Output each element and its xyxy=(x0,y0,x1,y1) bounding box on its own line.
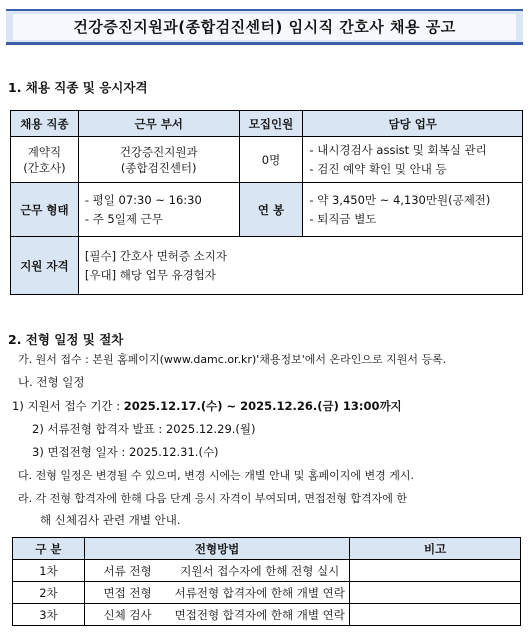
schedule-step-2: 2) 서류전형 합격자 발표 : 2025.12.29.(월) xyxy=(32,422,256,436)
schedule-step-1 xyxy=(12,398,402,414)
work-type-cell xyxy=(78,183,239,237)
step1-date: 2025.12.17.(수) ~ 2025.12.26.(금) 13:00까지 xyxy=(123,399,402,413)
method-cell: 신체 검사 xyxy=(84,604,170,626)
work-line: - 주 5일제 근무 xyxy=(84,211,163,226)
department-line: 건강증진지원과 xyxy=(119,144,198,159)
method-desc-cell: 지원서 접수자에 한해 전형 실시 xyxy=(170,560,350,582)
page-title: 건강증진지원과(종합검진센터) 임시직 간호사 채용 공고 xyxy=(13,14,516,40)
schedule-step-3: 3) 면접전형 일자 : 2025.12.31.(수) xyxy=(32,445,219,459)
table-row xyxy=(13,604,521,626)
qualification-line: [우대] 해당 업무 유경험자 xyxy=(84,267,216,282)
method-desc-cell: 면접전형 합격자에 한해 개별 연락 xyxy=(170,604,350,626)
salary-cell xyxy=(303,183,523,237)
note-cell xyxy=(350,560,521,582)
section2-heading: 2. 전형 일정 및 절차 xyxy=(8,332,124,347)
stage-notice-line-1: 라. 각 전형 합격자에 한해 다음 단계 응시 자격이 부여되며, 면접전형 합격자에 한 xyxy=(18,492,407,505)
header-headcount: 모집인원 xyxy=(239,111,303,137)
duties-cell xyxy=(303,137,523,183)
method-cell: 면접 전형 xyxy=(84,582,170,604)
stage-cell: 2차 xyxy=(13,582,85,604)
duty-line: - 내시경검사 assist 및 회복실 관리 xyxy=(309,142,487,157)
job-type-line: 계약직 xyxy=(27,144,62,159)
schedule-notice: 다. 전형 일정은 변경될 수 있으며, 변경 시에는 개별 안내 및 홈페이지에 변경 게시. xyxy=(18,469,414,482)
stage-notice-line-2: 해 신체검사 관련 개별 안내. xyxy=(40,513,181,527)
note-cell xyxy=(350,582,521,604)
job-type-line: (간호사) xyxy=(23,160,66,175)
salary-label: 연 봉 xyxy=(239,183,303,237)
stage-cell: 3차 xyxy=(13,604,85,626)
header-note: 비고 xyxy=(350,538,521,560)
note-cell xyxy=(350,604,521,626)
department-cell xyxy=(78,137,239,183)
salary-line: - 퇴직금 별도 xyxy=(309,211,377,226)
work-line: - 평일 07:30 ~ 16:30 xyxy=(84,192,202,207)
step1-label: 1) 지원서 접수 기간 : xyxy=(12,399,124,413)
duty-line: - 검진 예약 확인 및 안내 등 xyxy=(309,161,447,176)
header-duties: 담당 업무 xyxy=(303,111,523,137)
header-stage: 구 분 xyxy=(13,538,85,560)
application-info: 가. 원서 접수 : 본원 홈페이지(www.damc.or.kr)'채용정보'에서 온라인으로 지원서 등록. xyxy=(18,353,447,366)
schedule-heading: 나. 전형 일정 xyxy=(18,375,85,389)
qualification-label: 지원 자격 xyxy=(11,237,79,295)
recruit-table xyxy=(10,110,523,295)
title-banner xyxy=(6,9,523,45)
qualification-cell xyxy=(78,237,522,295)
table-row xyxy=(13,582,521,604)
table-row xyxy=(13,560,521,582)
header-method: 전형방법 xyxy=(84,538,349,560)
selection-table xyxy=(12,537,521,626)
department-line: (종합검진센터) xyxy=(120,160,197,175)
stage-cell: 1차 xyxy=(13,560,85,582)
qualification-line: [필수] 간호사 면허증 소지자 xyxy=(84,248,227,263)
header-department: 근무 부서 xyxy=(78,111,239,137)
job-type-cell xyxy=(11,137,79,183)
work-type-label: 근무 형태 xyxy=(11,183,79,237)
method-desc-cell: 서류전형 합격자에 한해 개별 연락 xyxy=(170,582,350,604)
method-cell: 서류 전형 xyxy=(84,560,170,582)
headcount-cell: 0명 xyxy=(239,137,303,183)
salary-line: - 약 3,450만 ~ 4,130만원(공제전) xyxy=(309,192,491,207)
header-job-type: 채용 직종 xyxy=(11,111,79,137)
section1-heading: 1. 채용 직종 및 응시자격 xyxy=(8,80,148,95)
